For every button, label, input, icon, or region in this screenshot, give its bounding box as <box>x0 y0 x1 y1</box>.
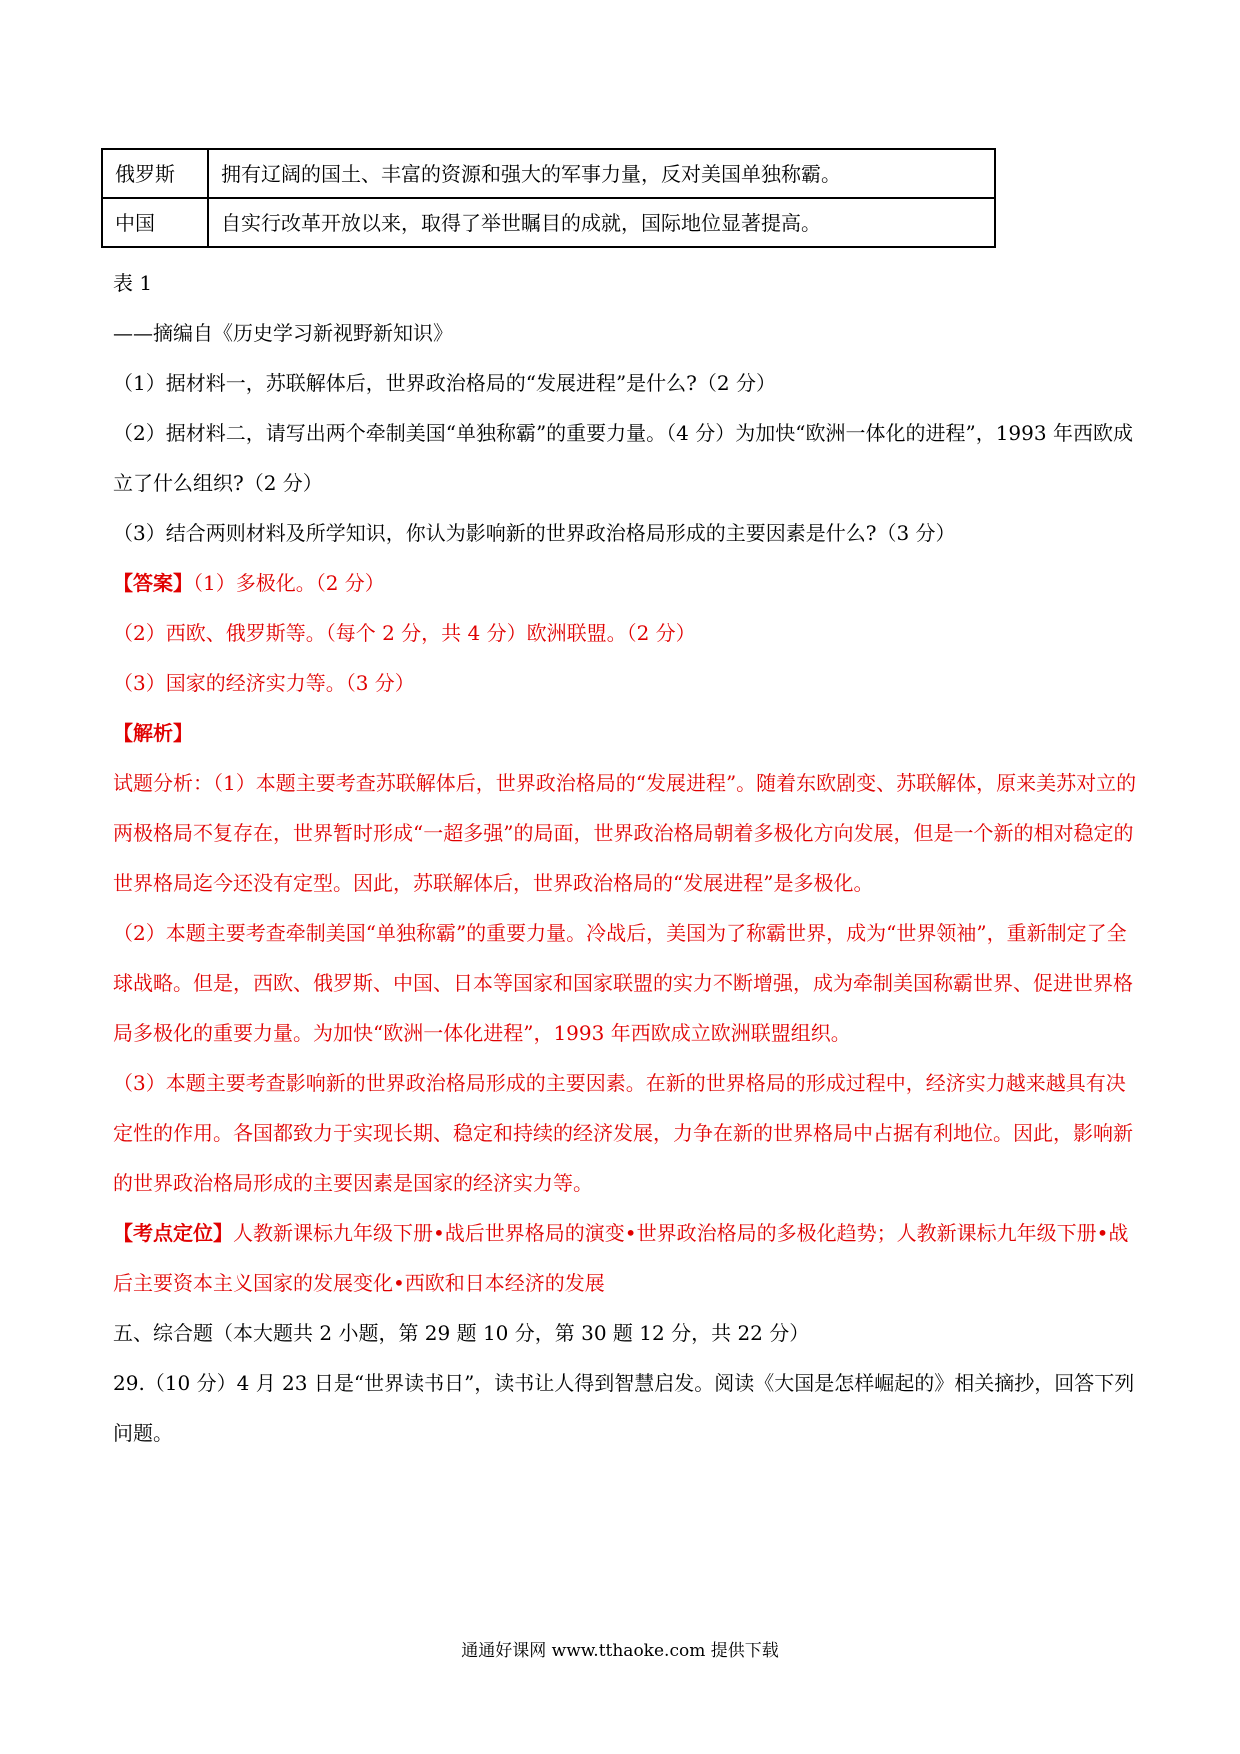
table-cell-country: 俄罗斯 <box>102 149 208 198</box>
answer-1-text: （1）多极化。（2 分） <box>193 571 385 595</box>
analysis-paragraph-1: 试题分析：（1）本题主要考查苏联解体后，世界政治格局的“发展进程”。随着东欧剧变、苏联解体，原来美苏对立的两极格局不复存在，世界暂时形成“一超多强”的局面，世界政治格局朝着多极化方向发展，但是一个新的相对稳定的世界格局迄今还没有定型。因此，苏联解体后，世界政治格局的“发展进程”是多极化。 <box>113 771 1137 895</box>
table-row <box>102 198 995 247</box>
analysis-paragraph-3: （3）本题主要考查影响新的世界政治格局形成的主要因素。在新的世界格局的形成过程中，经济实力越来越具有决定性的作用。各国都致力于实现长期、稳定和持续的经济发展，力争在新的世界格局中占据有利地位。因此，影响新的世界政治格局形成的主要因素是国家的经济实力等。 <box>113 1071 1133 1195</box>
question-1: （1）据材料一，苏联解体后，世界政治格局的“发展进程”是什么?（2 分） <box>113 371 776 395</box>
section-heading: 五、综合题（本大题共 2 小题，第 29 题 10 分，第 30 题 12 分，共 22 分） <box>113 1321 810 1345</box>
source-note: ——摘编自《历史学习新视野新知识》 <box>113 321 453 345</box>
kaodian-text: 人教新课标九年级下册•战后世界格局的演变•世界政治格局的多极化趋势；人教新课标九年级下册•战后主要资本主义国家的发展变化•西欧和日本经济的发展 <box>113 1221 1129 1295</box>
document-body <box>113 258 1143 1458</box>
materials-table <box>101 148 996 248</box>
kaodian <box>113 1208 1143 1308</box>
table-cell-description: 自实行改革开放以来，取得了举世瞩目的成就，国际地位显著提高。 <box>208 198 995 247</box>
table-cell-country: 中国 <box>102 198 208 247</box>
table-caption: 表 1 <box>113 271 153 295</box>
question-2: （2）据材料二，请写出两个牵制美国“单独称霸”的重要力量。（4 分）为加快“欧洲一体化的进程”，1993 年西欧成立了什么组织?（2 分） <box>113 421 1133 495</box>
answer-label: 【答案】 <box>113 571 193 595</box>
analysis-label: 【解析】 <box>113 721 193 745</box>
kaodian-label: 【考点定位】 <box>113 1221 233 1245</box>
analysis-paragraph-2: （2）本题主要考查牵制美国“单独称霸”的重要力量。冷战后，美国为了称霸世界，成为“世界领袖”，重新制定了全球战略。但是，西欧、俄罗斯、中国、日本等国家和国家联盟的实力不断增强，成为牵制美国称霸世界、促进世界格局多极化的重要力量。为加快“欧洲一体化进程”，1993 年西欧成立欧洲联盟组织。 <box>113 921 1133 1045</box>
question-3: （3）结合两则材料及所学知识，你认为影响新的世界政治格局形成的主要因素是什么?（3 分） <box>113 521 956 545</box>
answer-3: （3）国家的经济实力等。（3 分） <box>113 671 415 695</box>
answer-1 <box>113 558 1143 608</box>
page-footer: 通通好课网 www.tthaoke.com 提供下载 <box>461 1641 779 1661</box>
table-row <box>102 149 995 198</box>
question-29: 29.（10 分）4 月 23 日是“世界读书日”，读书让人得到智慧启发。阅读《大国是怎样崛起的》相关摘抄，回答下列问题。 <box>113 1371 1135 1445</box>
answer-2: （2）西欧、俄罗斯等。（每个 2 分，共 4 分）欧洲联盟。（2 分） <box>113 621 696 645</box>
table-cell-description: 拥有辽阔的国土、丰富的资源和强大的军事力量，反对美国单独称霸。 <box>208 149 995 198</box>
